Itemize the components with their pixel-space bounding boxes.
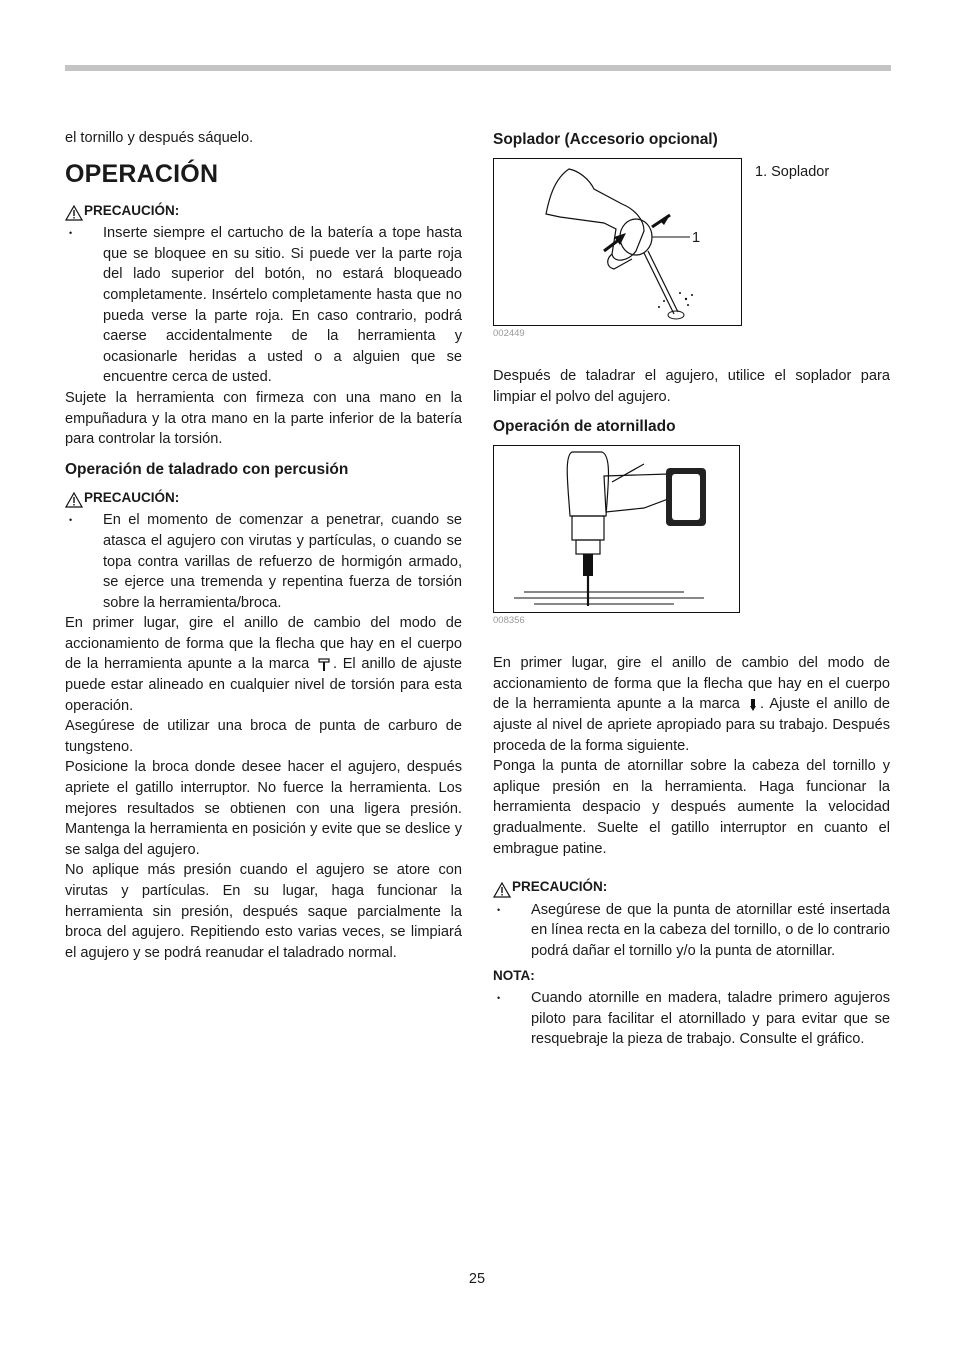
blower-illustration [494,159,741,325]
bit-paragraph: Asegúrese de utilizar una broca de punta de carburo de tungsteno. [65,718,462,755]
figure-callout-number: 1 [692,230,701,246]
section-title: OPERACIÓN [65,159,219,188]
hammer-drilling-heading: Operación de taladrado con percusión [65,460,349,478]
screwdriving-heading: Operación de atornillado [493,418,676,436]
page-number: 25 [468,1271,486,1287]
caution-label: PRECAUCIÓN: [84,489,180,505]
caution-heading [65,201,462,222]
clog-paragraph: No aplique más presión cuando el agujero se atore con virutas y partículas. En su lugar, haga funcionar la herramienta sin presión, después saque parcialmente la broca del agujero. Repitiendo esto varias veces, se limpiará el agujero y se podrá reanudar el taladrado normal. [65,862,462,961]
caution-label: PRECAUCIÓN: [84,202,180,218]
position-paragraph: Posicione la broca donde desee hacer el agujero, después apriete el gatillo interruptor. No fuerce la herramienta. Los mejores resultados se obtienen con una ligera presión. Mantenga la herramienta en posición y evite que se deslice y se salga del agujero. [65,759,462,858]
screw-mode-text-a: En primer lugar, gire el anillo de cambio del modo de accionamiento de forma que la flecha que hay en el cuerpo de la herramienta apunte a la marca [493,655,890,713]
hammer-mode-icon [317,658,331,672]
left-column [65,128,462,963]
screw-mode-paragraph [493,653,890,756]
warning-icon [65,205,83,221]
warning-icon [493,882,511,898]
screwdriving-figure [493,445,740,613]
warning-icon [65,492,83,508]
screw-mode-icon [748,698,758,712]
mode-ring-text-b: . El anillo de ajuste puede estar alineado en cualquier nivel de torsión para esta operación. [65,656,462,714]
screwdriving-illustration [494,446,739,612]
mode-ring-text-a: En primer lugar, gire el anillo de cambio del modo de accionamiento de forma que la flecha que hay en el cuerpo de la herramienta apunte a la marca [65,615,462,673]
intro-text: el tornillo y después sáquelo. [65,130,254,146]
caution-label: PRECAUCIÓN: [512,879,608,895]
hold-paragraph: Sujete la herramienta con firmeza con una mano en la empuñadura y la otra mano en la parte inferior de la batería para controlar la torsión. [65,389,462,448]
blower-paragraph: Después de taladrar el agujero, utilice el soplador para limpiar el polvo del agujero. [493,368,890,405]
caution-bullet: • Asegúrese de que la punta de atornillar esté insertada en línea recta en la cabeza del tornillo, o de lo contrario podrá dañar el tornillo y/o la punta de atornillar. [493,900,890,962]
screw-mode-text-b: . Ajuste el anillo de ajuste al nivel de apriete apropiado para su trabajo. Después proceda de la forma siguiente. [493,696,890,754]
blower-figure [493,158,742,326]
screw-operation-paragraph: Ponga la punta de atornillar sobre la cabeza del tornillo y aplique presión en la herramienta. Haga funcionar la herramienta despacio y después aumente la velocidad gradualmente. Suelte el gatillo interruptor en cuanto el embrague patine. [493,758,890,857]
caution-heading [493,877,890,898]
figure-code: 002449 [493,328,525,339]
figure-legend: 1. Soplador [755,164,830,180]
caution-bullet: • Inserte siempre el cartucho de la batería a tope hasta que se bloquee en su sitio. Si puede ver la parte roja del lado superior del botón, no estará bloqueado completamente. Insértelo completamente hasta que no pueda verse la parte roja. En caso contrario, podrá caerse accidentalmente de la herramienta y ocasionarle heridas a usted o a alguien que se encuentre cerca de usted. [65,223,462,388]
mode-ring-paragraph [65,613,462,716]
header-rule [65,65,891,71]
note-label: NOTA: [493,967,535,983]
caution-heading [65,488,462,509]
blower-heading: Soplador (Accesorio opcional) [493,131,718,148]
caution-bullet: • En el momento de comenzar a penetrar, cuando se atasca el agujero con virutas y partículas, o cuando se topa contra varillas de refuerzo de hormigón armado, se ejerce una tremenda y repentina fuerza de torsión sobre la herramienta/broca. [65,510,462,613]
note-bullet: • Cuando atornille en madera, taladre primero agujeros piloto para facilitar el atornillado y para evitar que se resquebraje la pieza de trabajo. Consulte el gráfico. [493,988,890,1050]
figure-code: 008356 [493,615,525,627]
right-column [493,128,890,1050]
